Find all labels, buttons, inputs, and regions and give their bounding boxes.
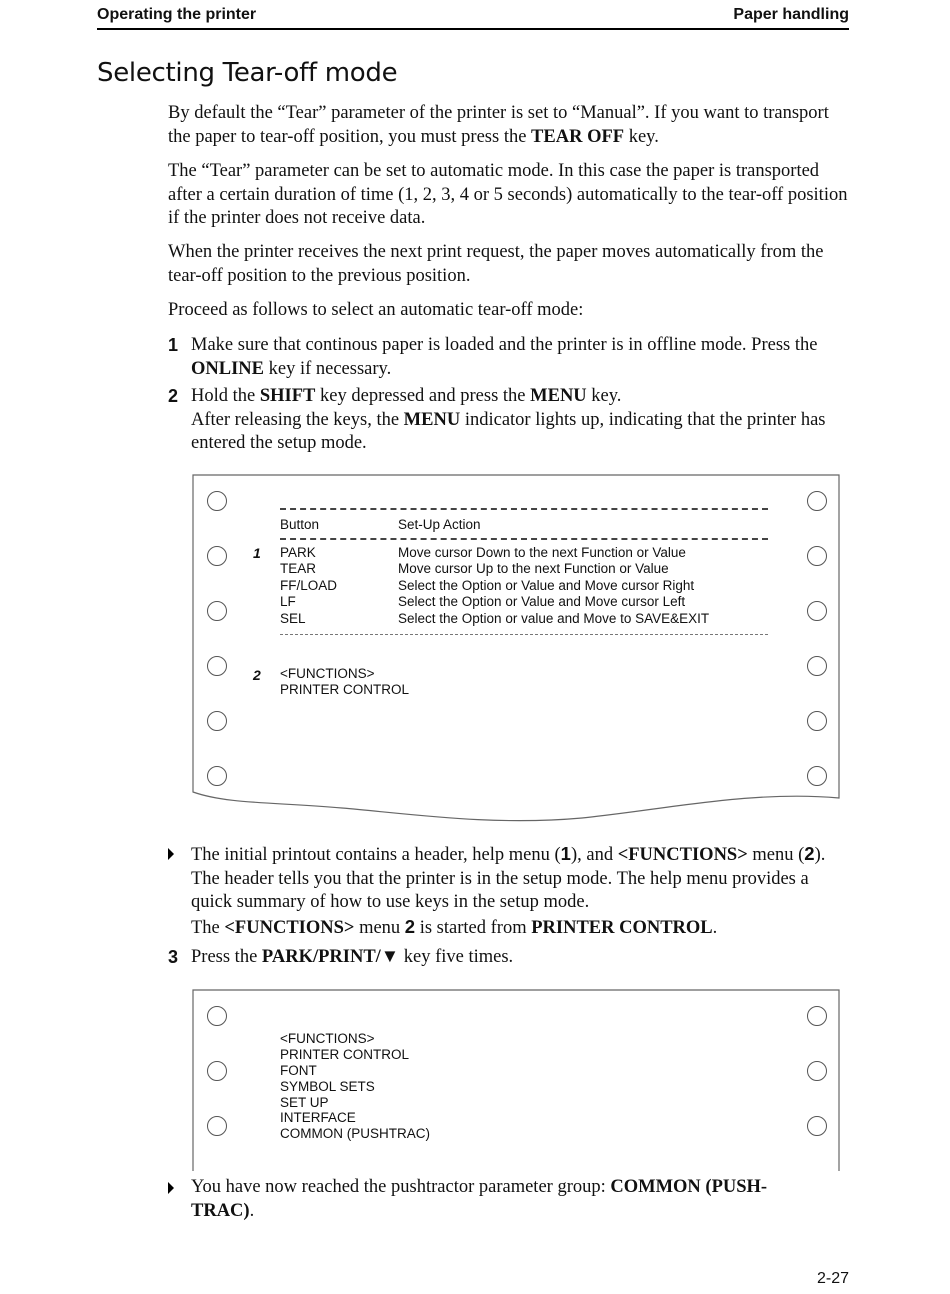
functions-menu-item: FONT [280,1063,317,1078]
feed-hole-icon [207,546,227,566]
running-header [97,4,849,30]
feed-hole-icon [807,601,827,621]
header-divider [280,538,768,540]
help-row-action: Select the Option or value and Move to SAVE&EXIT [398,611,710,626]
header-chapter: Operating the printer [97,6,257,23]
note-pushtractor-group: You have now reached the pushtractor parameter group: COMMON (PUSH-TRAC). [168,1176,849,1223]
help-row-button: LF [280,594,296,609]
intro-paragraph-4: Proceed as follows to select an automatic tear-off mode: [168,300,584,320]
header-divider [280,508,768,510]
functions-menu-item: COMMON (PUSHTRAC) [280,1126,430,1141]
callout-2: 2 [253,667,261,683]
menu-indicator: MENU [403,409,461,430]
help-row-button: FF/LOAD [280,578,338,593]
functions-menu-item: PRINTER CONTROL [280,1047,410,1062]
functions-menu-item: INTERFACE [280,1110,356,1125]
step-number: 3 [168,947,179,967]
intro-paragraph-3: When the printer receives the next print request, the paper moves automatically from the tear-off position to the previous position. [168,242,824,286]
feed-hole-icon [807,656,827,676]
help-row-action: Move cursor Up to the next Function or Value [398,561,669,576]
setup-printout-1 [192,474,840,830]
feed-hole-icon [807,711,827,731]
feed-hole-icon [807,1116,827,1136]
feed-hole-icon [807,766,827,786]
feed-hole-icon [807,546,827,566]
feed-hole-icon [207,1061,227,1081]
feed-hole-icon [807,1061,827,1081]
step-number: 2 [168,386,179,406]
note-initial-printout: The initial printout contains a header, help menu (1), and <FUNCTIONS> menu (2). The header tells you that the printer is in the setup mode. The help menu provides a quick summary of how to use keys in the setup mode. The <FUNCTIONS> menu 2 is started from PRINTER CONTROL. [168,842,849,940]
col-header-action: Set-Up Action [398,517,481,532]
step-2: 2 Hold the SHIFT key depressed and press the MENU key. After releasing the keys, the MENU indicator lights up, indicating that the printer has entered the setup mode. [168,386,826,453]
help-divider [280,634,768,635]
help-row-button: SEL [280,611,306,626]
arrow-bullet-icon [168,848,174,860]
callout-1: 1 [253,545,261,561]
help-row-action: Select the Option or Value and Move cursor Left [398,594,686,609]
feed-hole-icon [207,656,227,676]
page-number: 2-27 [816,1270,849,1287]
functions-menu-title: <FUNCTIONS> [280,666,375,681]
feed-hole-icon [207,1116,227,1136]
help-row-button: TEAR [280,561,317,576]
feed-hole-icon [807,1006,827,1026]
help-row-button: PARK [280,545,316,560]
feed-hole-icon [207,491,227,511]
intro-paragraph-2: The “Tear” parameter can be set to automatic mode. In this case the paper is transported after a certain duration of time (1, 2, 3, 4 or 5 seconds) automatically to the tear-off position if the printer does not receive data. [168,161,848,228]
park-print-key: PARK/PRINT/▼ [261,947,400,967]
page-title: Selecting Tear-off mode [97,58,398,88]
arrow-bullet-icon [168,1182,174,1194]
menu-key: MENU [530,386,587,406]
step-3: 3 Press the PARK/PRINT/▼ key five times. [168,946,849,970]
step-number: 1 [168,335,179,355]
feed-hole-icon [207,711,227,731]
feed-hole-icon [807,491,827,511]
feed-hole-icon [207,601,227,621]
setup-printout-2 [192,989,840,1172]
help-row-action: Move cursor Down to the next Function or Value [398,545,686,560]
functions-menu-item: SYMBOL SETS [280,1079,375,1094]
functions-menu-item: PRINTER CONTROL [280,682,410,697]
functions-menu-title: <FUNCTIONS> [280,1031,375,1046]
col-header-button: Button [280,517,320,532]
feed-hole-icon [207,766,227,786]
help-row-action: Select the Option or Value and Move cursor Right [398,578,695,593]
shift-key: SHIFT [259,386,316,406]
feed-hole-icon [207,1006,227,1026]
functions-menu-item: SET UP [280,1095,329,1110]
tear-off-key: TEAR OFF [531,126,625,147]
online-key: ONLINE [191,358,264,379]
step-1: 1 Make sure that continous paper is loaded and the printer is in offline mode. Press the ONLINE key if necessary. [168,335,818,379]
intro-paragraph-1: By default the “Tear” parameter of the printer is set to “Manual”. If you want to transport the paper to tear-off position, you must press the TEAR OFF key. [168,103,829,147]
header-section: Paper handling [733,6,849,23]
pushtrac-group-name: COMMON (PUSH-TRAC) [191,1177,768,1221]
